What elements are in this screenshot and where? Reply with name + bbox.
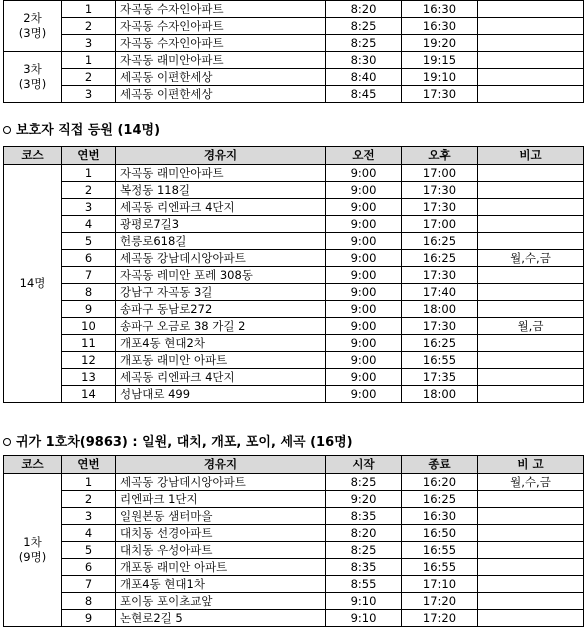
row-number: 7: [62, 267, 116, 284]
row-place: 리엔파크 1단지: [116, 491, 326, 508]
row-number: 5: [62, 542, 116, 559]
table-row: [4, 386, 584, 403]
row-place: 송파구 동남로272: [116, 301, 326, 318]
row-time-start: 8:20: [326, 525, 402, 542]
row-time-end: 17:30: [402, 267, 478, 284]
row-number: 1: [62, 1, 116, 18]
row-number: 3: [62, 199, 116, 216]
table-direct: [3, 146, 584, 403]
row-place: 개포동 래미안 아파트: [116, 352, 326, 369]
section-title-bus: 귀가 1호차(9863) : 일원, 대치, 개포, 포이, 세곡 (16명): [3, 434, 353, 452]
row-time-start: 9:20: [326, 491, 402, 508]
header-note: 비 고: [478, 456, 584, 474]
header-row: [4, 456, 584, 474]
row-note: [478, 610, 584, 627]
row-time-start: 9:10: [326, 610, 402, 627]
row-place: 세곡동 이편한세상: [116, 86, 326, 103]
row-place: 성남대로 499: [116, 386, 326, 403]
table-row: [4, 610, 584, 627]
row-place: 세곡동 이편한세상: [116, 69, 326, 86]
row-number: 10: [62, 318, 116, 335]
row-number: 6: [62, 250, 116, 267]
row-number: 3: [62, 35, 116, 52]
row-place: 개포4동 현대2차: [116, 335, 326, 352]
row-time-start: 9:00: [326, 386, 402, 403]
row-note: [478, 182, 584, 199]
row-note: [478, 508, 584, 525]
section-title-direct: 보호자 직접 등원 (14명): [3, 122, 160, 140]
table-row: [4, 165, 584, 182]
row-number: 5: [62, 233, 116, 250]
table-row: [4, 559, 584, 576]
row-place: 대치동 선경아파트: [116, 525, 326, 542]
table-row: [4, 1, 584, 18]
row-time-end: 17:00: [402, 216, 478, 233]
row-time-start: 9:00: [326, 216, 402, 233]
row-number: 7: [62, 576, 116, 593]
row-time-end: 16:25: [402, 250, 478, 267]
row-number: 3: [62, 86, 116, 103]
table-row: [4, 335, 584, 352]
course-label: 3차 (3명): [18, 62, 47, 91]
row-time-end: 17:30: [402, 199, 478, 216]
table-row: [4, 35, 584, 52]
row-note: [478, 52, 584, 69]
row-note: [478, 1, 584, 18]
bullet-icon: [3, 438, 11, 446]
course-label: 14명: [19, 276, 46, 290]
table-row: [4, 301, 584, 318]
table-row: [4, 250, 584, 267]
course-cell: [4, 1, 62, 52]
row-note: [478, 593, 584, 610]
row-time-start: 9:00: [326, 267, 402, 284]
row-place: 복정동 118길: [116, 182, 326, 199]
table-row: [4, 352, 584, 369]
row-place: 일원본동 샘터마을: [116, 508, 326, 525]
table-row: [4, 182, 584, 199]
row-time-end: 17:30: [402, 86, 478, 103]
row-note: [478, 216, 584, 233]
row-place: 세곡동 강남데시앙아파트: [116, 474, 326, 491]
row-number: 1: [62, 52, 116, 69]
row-note: 월,수,금: [478, 474, 584, 491]
row-number: 13: [62, 369, 116, 386]
row-place: 자곡동 수자인아파트: [116, 35, 326, 52]
header-place: 경유지: [116, 147, 326, 165]
row-number: 8: [62, 284, 116, 301]
bullet-icon: [3, 126, 11, 134]
row-number: 6: [62, 559, 116, 576]
row-place: 자곡동 수자인아파트: [116, 18, 326, 35]
row-time-start: 9:00: [326, 182, 402, 199]
row-place: 자곡동 래미안아파트: [116, 52, 326, 69]
row-time-start: 8:35: [326, 559, 402, 576]
header-row: [4, 147, 584, 165]
row-place: 자곡동 레미안 포레 308동: [116, 267, 326, 284]
table-row: [4, 474, 584, 491]
row-note: [478, 369, 584, 386]
table-row: [4, 52, 584, 69]
row-time-start: 8:25: [326, 542, 402, 559]
table-row: [4, 318, 584, 335]
row-place: 개포동 래미안 아파트: [116, 559, 326, 576]
row-time-end: 17:40: [402, 284, 478, 301]
row-time-end: 16:30: [402, 1, 478, 18]
course-label: 1차 (9명): [18, 535, 47, 564]
row-time-start: 9:00: [326, 199, 402, 216]
table-continued: [3, 0, 584, 103]
row-time-start: 8:40: [326, 69, 402, 86]
row-time-end: 17:10: [402, 576, 478, 593]
table-row: [4, 86, 584, 103]
row-number: 8: [62, 593, 116, 610]
row-time-end: 16:20: [402, 474, 478, 491]
row-time-end: 19:20: [402, 35, 478, 52]
row-time-end: 17:00: [402, 165, 478, 182]
header-end: 종료: [402, 456, 478, 474]
header-place: 경유지: [116, 456, 326, 474]
row-note: [478, 352, 584, 369]
table-row: [4, 593, 584, 610]
row-time-start: 9:00: [326, 250, 402, 267]
row-time-end: 17:20: [402, 593, 478, 610]
course-cell: [4, 474, 62, 627]
row-note: [478, 267, 584, 284]
row-note: [478, 233, 584, 250]
row-time-end: 19:10: [402, 69, 478, 86]
table-row: [4, 267, 584, 284]
row-note: [478, 559, 584, 576]
row-place: 광평로7길3: [116, 216, 326, 233]
row-note: 월,수,금: [478, 250, 584, 267]
row-place: 세곡동 강남데시앙아파트: [116, 250, 326, 267]
course-cell: [4, 52, 62, 103]
table-row: [4, 233, 584, 250]
row-note: [478, 18, 584, 35]
row-place: 송파구 오금로 38 가길 2: [116, 318, 326, 335]
row-time-start: 8:25: [326, 18, 402, 35]
course-cell: [4, 165, 62, 403]
row-note: [478, 525, 584, 542]
row-place: 세곡동 리엔파크 4단지: [116, 369, 326, 386]
row-time-end: 16:25: [402, 491, 478, 508]
row-time-end: 17:20: [402, 610, 478, 627]
row-time-start: 9:00: [326, 369, 402, 386]
row-number: 9: [62, 301, 116, 318]
row-place: 세곡동 리엔파크 4단지: [116, 199, 326, 216]
row-note: [478, 491, 584, 508]
row-time-end: 16:25: [402, 233, 478, 250]
header-am: 오전: [326, 147, 402, 165]
header-no: 연번: [62, 456, 116, 474]
row-time-end: 18:00: [402, 301, 478, 318]
row-time-end: 16:50: [402, 525, 478, 542]
row-time-start: 8:35: [326, 508, 402, 525]
row-place: 자곡동 수자인아파트: [116, 1, 326, 18]
row-note: [478, 386, 584, 403]
row-number: 4: [62, 525, 116, 542]
row-number: 2: [62, 491, 116, 508]
row-place: 논현로2길 5: [116, 610, 326, 627]
row-time-end: 19:15: [402, 52, 478, 69]
row-time-start: 9:00: [326, 352, 402, 369]
row-number: 12: [62, 352, 116, 369]
row-note: [478, 69, 584, 86]
table-row: [4, 491, 584, 508]
row-number: 2: [62, 18, 116, 35]
row-time-start: 8:25: [326, 35, 402, 52]
row-number: 4: [62, 216, 116, 233]
course-label: 2차 (3명): [18, 11, 47, 40]
row-number: 1: [62, 474, 116, 491]
row-place: 개포4동 현대1차: [116, 576, 326, 593]
table-row: [4, 525, 584, 542]
row-number: 2: [62, 69, 116, 86]
table-row: [4, 69, 584, 86]
header-no: 연번: [62, 147, 116, 165]
row-time-start: 8:25: [326, 474, 402, 491]
row-number: 11: [62, 335, 116, 352]
header-note: 비고: [478, 147, 584, 165]
row-number: 14: [62, 386, 116, 403]
row-time-start: 9:00: [326, 335, 402, 352]
table-row: [4, 508, 584, 525]
row-note: [478, 542, 584, 559]
header-pm: 오후: [402, 147, 478, 165]
table-row: [4, 199, 584, 216]
row-time-start: 8:45: [326, 86, 402, 103]
row-time-end: 17:35: [402, 369, 478, 386]
table-row: [4, 18, 584, 35]
row-time-start: 9:00: [326, 284, 402, 301]
row-time-end: 16:55: [402, 542, 478, 559]
table-row: [4, 576, 584, 593]
row-note: [478, 335, 584, 352]
table-row: [4, 216, 584, 233]
row-note: [478, 284, 584, 301]
row-number: 1: [62, 165, 116, 182]
row-time-end: 16:30: [402, 18, 478, 35]
row-place: 강남구 자곡동 3길: [116, 284, 326, 301]
table-bus: [3, 455, 584, 627]
row-time-end: 16:55: [402, 559, 478, 576]
row-time-start: 8:55: [326, 576, 402, 593]
row-place: 헌릉로618길: [116, 233, 326, 250]
table-row: [4, 542, 584, 559]
row-note: [478, 86, 584, 103]
table-row: [4, 369, 584, 386]
table-row: [4, 284, 584, 301]
row-time-end: 18:00: [402, 386, 478, 403]
row-note: [478, 165, 584, 182]
row-number: 2: [62, 182, 116, 199]
row-place: 자곡동 래미안아파트: [116, 165, 326, 182]
row-time-end: 16:55: [402, 352, 478, 369]
row-time-end: 17:30: [402, 318, 478, 335]
header-course: 코스: [4, 147, 62, 165]
row-note: [478, 199, 584, 216]
row-note: [478, 35, 584, 52]
row-time-start: 9:00: [326, 165, 402, 182]
row-time-start: 9:10: [326, 593, 402, 610]
row-time-start: 9:00: [326, 233, 402, 250]
row-number: 3: [62, 508, 116, 525]
row-time-start: 8:20: [326, 1, 402, 18]
row-time-end: 16:30: [402, 508, 478, 525]
header-course: 코스: [4, 456, 62, 474]
row-time-start: 8:30: [326, 52, 402, 69]
row-number: 9: [62, 610, 116, 627]
row-time-start: 9:00: [326, 318, 402, 335]
row-time-end: 16:25: [402, 335, 478, 352]
header-start: 시작: [326, 456, 402, 474]
row-time-end: 17:30: [402, 182, 478, 199]
row-time-start: 9:00: [326, 301, 402, 318]
row-place: 포이동 포이초교앞: [116, 593, 326, 610]
row-note: [478, 576, 584, 593]
row-note: 월,금: [478, 318, 584, 335]
row-place: 대치동 우성아파트: [116, 542, 326, 559]
row-note: [478, 301, 584, 318]
